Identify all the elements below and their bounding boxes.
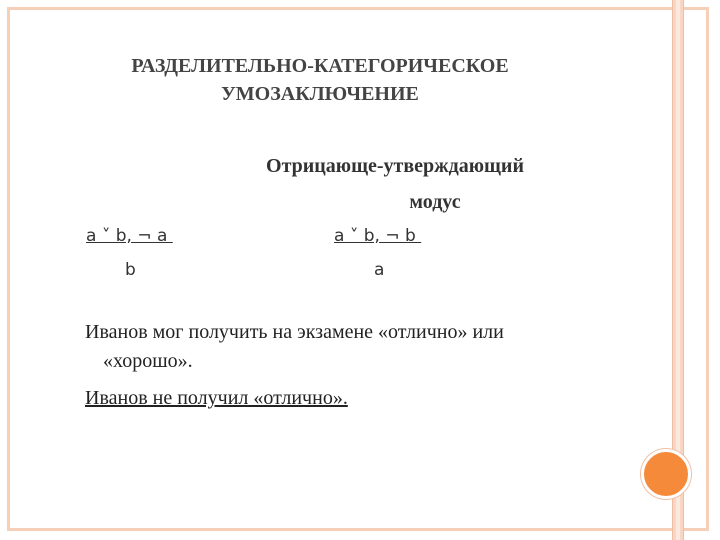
decorative-circle-icon bbox=[641, 449, 691, 499]
right-schema-conclusion: a bbox=[374, 260, 385, 280]
slide-title bbox=[40, 52, 600, 108]
right-schema-premise: a ˅ b, ¬ b bbox=[334, 226, 422, 246]
example-line-2: «хорошо». bbox=[103, 350, 193, 372]
example-line-1: Иванов мог получить на экзамене «отлично» или bbox=[85, 321, 504, 343]
mode-title bbox=[215, 148, 575, 220]
left-schema-conclusion: b bbox=[125, 260, 136, 280]
title-line-2: УМОЗАКЛЮЧЕНИЕ bbox=[221, 83, 419, 105]
example-line-3: Иванов не получил «отлично». bbox=[85, 387, 348, 409]
left-schema-premise: a ˅ b, ¬ a bbox=[86, 226, 173, 246]
title-line-1: РАЗДЕЛИТЕЛЬНО-КАТЕГОРИЧЕСКОЕ bbox=[131, 55, 509, 77]
mode-title-line-2: модус bbox=[409, 191, 461, 213]
mode-title-line-1: Отрицающе-утверждающий bbox=[266, 155, 524, 177]
